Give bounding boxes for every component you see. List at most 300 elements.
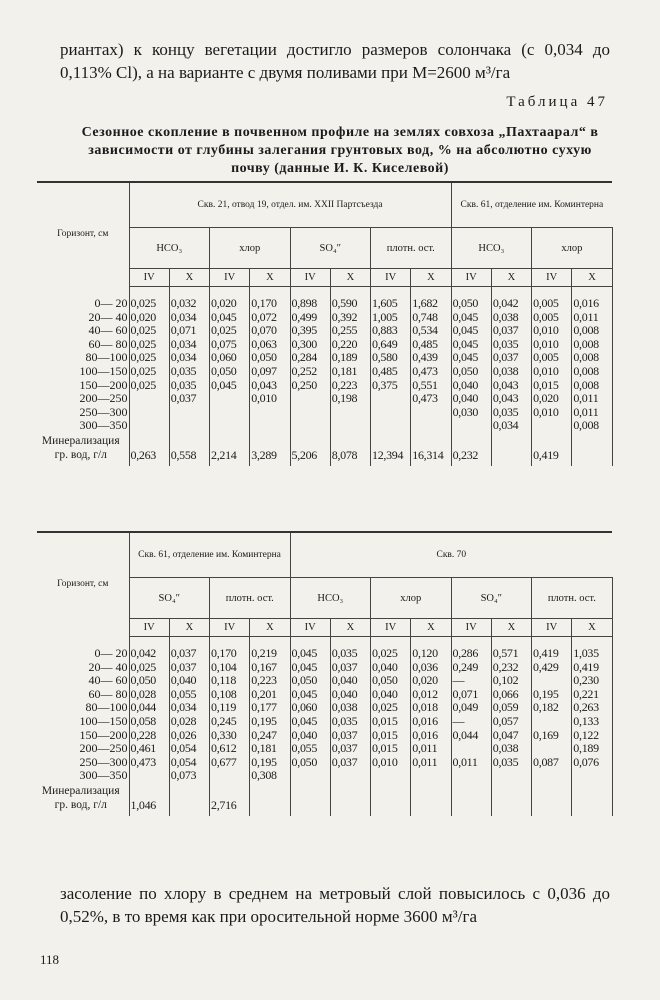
value-cell: 0,195: [250, 715, 290, 729]
value-cell: 0,037: [169, 392, 209, 406]
value-cell: 0,195: [532, 688, 572, 702]
mineralization-cell: 2,716: [210, 783, 250, 816]
value-cell: 0,118: [210, 674, 250, 688]
mineralization-cell: 12,394: [371, 433, 411, 466]
season-header: X: [330, 619, 370, 637]
value-cell: 0,055: [169, 688, 209, 702]
value-cell: 0,037: [169, 661, 209, 675]
value-cell: 0,223: [250, 674, 290, 688]
value-cell: 0,232: [491, 661, 531, 675]
value-cell: 0,473: [411, 365, 451, 379]
value-cell: 0,300: [290, 338, 330, 352]
value-cell: 0,060: [210, 351, 250, 365]
mineralization-cell: [169, 783, 209, 816]
value-cell: 0,010: [532, 338, 572, 352]
table-row: [37, 392, 612, 406]
data-table-2: [37, 531, 613, 816]
group-header-row: [37, 532, 612, 578]
season-header: X: [250, 269, 290, 287]
season-header: X: [250, 619, 290, 637]
value-cell: 0,066: [491, 688, 531, 702]
mineralization-cell: [250, 783, 290, 816]
value-cell: 0,252: [290, 365, 330, 379]
value-cell: 0,011: [572, 406, 612, 420]
value-cell: 0,044: [129, 701, 169, 715]
value-cell: 0,045: [451, 324, 491, 338]
value-cell: 0,043: [491, 379, 531, 393]
value-cell: 0,045: [290, 661, 330, 675]
value-cell: 0,008: [572, 379, 612, 393]
season-header: IV: [129, 269, 169, 287]
table-row: [37, 311, 612, 325]
value-cell: [451, 742, 491, 756]
value-cell: 0,020: [210, 287, 250, 311]
value-cell: 0,011: [411, 742, 451, 756]
value-cell: 0,060: [290, 701, 330, 715]
value-cell: 0,883: [371, 324, 411, 338]
value-cell: 0,042: [129, 637, 169, 661]
value-cell: 0,054: [169, 742, 209, 756]
mineralization-cell: [330, 783, 370, 816]
value-cell: 0,035: [491, 756, 531, 770]
value-cell: 0,005: [532, 311, 572, 325]
value-cell: [129, 392, 169, 406]
value-cell: 0,073: [169, 769, 209, 783]
value-cell: 0,419: [572, 661, 612, 675]
mineralization-cell: [290, 783, 330, 816]
season-header: X: [491, 269, 531, 287]
value-cell: 1,682: [411, 287, 451, 311]
value-cell: 0,045: [451, 311, 491, 325]
horizon-label: 60— 80: [37, 338, 129, 352]
horizon-label: 200—250: [37, 392, 129, 406]
season-header: X: [411, 269, 451, 287]
horizon-label: 100—150: [37, 365, 129, 379]
value-cell: 0,040: [330, 688, 370, 702]
value-cell: 0,045: [210, 311, 250, 325]
value-cell: 0,025: [210, 324, 250, 338]
value-cell: 0,189: [330, 351, 370, 365]
value-cell: 0,034: [169, 311, 209, 325]
value-cell: 1,005: [371, 311, 411, 325]
value-cell: [532, 742, 572, 756]
paragraph-top: риантах) к концу вегетации достигло размеров солончака (с 0,034 до 0,113% Cl), а на варианте с двумя поливами при M=2600 м³/га: [60, 40, 610, 82]
horizon-label: 20— 40: [37, 661, 129, 675]
mineralization-cell: 16,314: [411, 433, 451, 466]
value-cell: 0,012: [411, 688, 451, 702]
table-row: [37, 742, 612, 756]
table-row: [37, 661, 612, 675]
value-cell: 0,011: [411, 756, 451, 770]
table-row: [37, 351, 612, 365]
value-cell: 0,025: [129, 338, 169, 352]
table-row: [37, 729, 612, 743]
value-cell: 0,189: [572, 742, 612, 756]
value-cell: 0,054: [169, 756, 209, 770]
value-cell: 0,010: [371, 756, 411, 770]
horizon-label: 20— 40: [37, 311, 129, 325]
horizon-label: 80—100: [37, 701, 129, 715]
table-row: [37, 324, 612, 338]
horizon-label: 200—250: [37, 742, 129, 756]
value-cell: 0,015: [371, 715, 411, 729]
value-cell: 0,034: [169, 701, 209, 715]
season-header: IV: [290, 269, 330, 287]
value-cell: 0,008: [572, 338, 612, 352]
value-cell: 0,045: [290, 637, 330, 661]
value-cell: 0,284: [290, 351, 330, 365]
value-cell: [572, 769, 612, 783]
value-cell: 0,037: [330, 756, 370, 770]
value-cell: 0,485: [371, 365, 411, 379]
value-cell: 0,043: [491, 392, 531, 406]
value-cell: 0,042: [491, 287, 531, 311]
value-cell: 0,245: [210, 715, 250, 729]
horizon-label: 250—300: [37, 756, 129, 770]
value-cell: [129, 769, 169, 783]
value-cell: 0,221: [572, 688, 612, 702]
value-cell: 0,008: [572, 351, 612, 365]
value-cell: 0,035: [330, 637, 370, 661]
value-cell: 0,059: [491, 701, 531, 715]
mineralization-label: Минерализация гр. вод, г/л: [37, 783, 129, 816]
horizon-label: 300—350: [37, 769, 129, 783]
value-cell: 0,016: [411, 715, 451, 729]
season-header: IV: [532, 269, 572, 287]
data-table-1: [37, 181, 613, 466]
value-cell: 0,045: [290, 688, 330, 702]
value-cell: 0,219: [250, 637, 290, 661]
sub-header: плотн. ост.: [210, 578, 291, 619]
mineralization-cell: [371, 783, 411, 816]
value-cell: 0,070: [250, 324, 290, 338]
value-cell: 0,461: [129, 742, 169, 756]
value-cell: 0,170: [210, 637, 250, 661]
season-header: IV: [451, 619, 491, 637]
season-header: IV: [210, 619, 250, 637]
mineralization-cell: 2,214: [210, 433, 250, 466]
value-cell: 0,499: [290, 311, 330, 325]
horizon-label: 40— 60: [37, 324, 129, 338]
group-header-a: Скв. 61, отделение им. Коминтерна: [129, 532, 290, 578]
mineralization-cell: [491, 783, 531, 816]
table-row: [37, 756, 612, 770]
value-cell: 0,026: [169, 729, 209, 743]
table-row: [37, 338, 612, 352]
table-row: [37, 365, 612, 379]
value-cell: [290, 769, 330, 783]
horizon-label: 250—300: [37, 406, 129, 420]
page-number: 118: [40, 952, 60, 967]
value-cell: 0,133: [572, 715, 612, 729]
value-cell: [491, 769, 531, 783]
table-row: [37, 419, 612, 433]
value-cell: 0,122: [572, 729, 612, 743]
value-cell: 0,102: [491, 674, 531, 688]
value-cell: 0,036: [411, 661, 451, 675]
value-cell: 0,375: [371, 379, 411, 393]
horizon-label: 100—150: [37, 715, 129, 729]
value-cell: [451, 419, 491, 433]
value-cell: 0,032: [169, 287, 209, 311]
horizon-label: 60— 80: [37, 688, 129, 702]
value-cell: 0,025: [129, 365, 169, 379]
mineralization-cell: 5,206: [290, 433, 330, 466]
value-cell: 0,395: [290, 324, 330, 338]
value-cell: 0,040: [169, 674, 209, 688]
table-row: [37, 674, 612, 688]
value-cell: 0,057: [491, 715, 531, 729]
season-header: X: [411, 619, 451, 637]
value-cell: 0,649: [371, 338, 411, 352]
group-header-a: Скв. 21, отвод 19, отдел. им. XXII Партсъезда: [129, 182, 451, 228]
value-cell: 0,108: [210, 688, 250, 702]
season-header: IV: [210, 269, 250, 287]
value-cell: 0,571: [491, 637, 531, 661]
season-header: X: [572, 269, 612, 287]
mineralization-cell: 3,289: [250, 433, 290, 466]
table-row: [37, 379, 612, 393]
value-cell: 0,071: [169, 324, 209, 338]
value-cell: 0,015: [371, 729, 411, 743]
value-cell: 0,177: [250, 701, 290, 715]
value-cell: 0,040: [290, 729, 330, 743]
value-cell: 0,008: [572, 365, 612, 379]
value-cell: 0,050: [210, 365, 250, 379]
value-cell: 0,011: [451, 756, 491, 770]
value-cell: 0,037: [330, 742, 370, 756]
sub-header: плотн. ост.: [371, 228, 452, 269]
value-cell: [411, 406, 451, 420]
table-number: Таблица 47: [506, 94, 608, 110]
value-cell: 0,037: [491, 324, 531, 338]
value-cell: 0,008: [572, 419, 612, 433]
value-cell: [169, 419, 209, 433]
value-cell: 0,011: [572, 311, 612, 325]
value-cell: 0,230: [572, 674, 612, 688]
value-cell: 0,087: [532, 756, 572, 770]
value-cell: 0,263: [572, 701, 612, 715]
value-cell: 0,040: [451, 392, 491, 406]
season-header: IV: [451, 269, 491, 287]
mineralization-cell: [491, 433, 531, 466]
value-cell: 0,018: [411, 701, 451, 715]
value-cell: 1,035: [572, 637, 612, 661]
value-cell: 0,034: [491, 419, 531, 433]
value-cell: 0,228: [129, 729, 169, 743]
value-cell: 0,050: [290, 756, 330, 770]
value-cell: 0,050: [129, 674, 169, 688]
value-cell: [210, 406, 250, 420]
value-cell: 0,308: [250, 769, 290, 783]
value-cell: 0,050: [250, 351, 290, 365]
table-row: [37, 715, 612, 729]
value-cell: [330, 406, 370, 420]
value-cell: 0,050: [290, 674, 330, 688]
value-cell: 0,097: [250, 365, 290, 379]
value-cell: [210, 419, 250, 433]
value-cell: 0,025: [371, 701, 411, 715]
value-cell: 0,037: [491, 351, 531, 365]
value-cell: 0,071: [451, 688, 491, 702]
sub-header: HCO₃: [451, 228, 532, 269]
value-cell: 0,008: [572, 324, 612, 338]
value-cell: 0,055: [290, 742, 330, 756]
season-header: X: [572, 619, 612, 637]
value-cell: [129, 419, 169, 433]
value-cell: 0,050: [371, 674, 411, 688]
value-cell: 0,286: [451, 637, 491, 661]
value-cell: 0,016: [411, 729, 451, 743]
value-cell: 0,104: [210, 661, 250, 675]
value-cell: 0,063: [250, 338, 290, 352]
value-cell: 0,030: [451, 406, 491, 420]
value-cell: [411, 769, 451, 783]
sub-header: хлор: [371, 578, 452, 619]
value-cell: 0,016: [572, 287, 612, 311]
mineralization-cell: [532, 783, 572, 816]
value-cell: 0,020: [411, 674, 451, 688]
value-cell: 0,040: [371, 688, 411, 702]
mineralization-row: [37, 433, 612, 466]
value-cell: 0,429: [532, 661, 572, 675]
value-cell: 0,072: [250, 311, 290, 325]
value-cell: 0,040: [451, 379, 491, 393]
season-header: IV: [129, 619, 169, 637]
value-cell: 0,035: [330, 715, 370, 729]
group-header-row: [37, 182, 612, 228]
value-cell: 0,038: [491, 311, 531, 325]
value-cell: 0,250: [290, 379, 330, 393]
value-cell: [532, 769, 572, 783]
value-cell: [451, 769, 491, 783]
value-cell: 0,034: [169, 351, 209, 365]
value-cell: [169, 406, 209, 420]
value-cell: [290, 406, 330, 420]
mineralization-cell: 0,558: [169, 433, 209, 466]
value-cell: 0,010: [532, 365, 572, 379]
value-cell: 1,605: [371, 287, 411, 311]
value-cell: 0,040: [330, 674, 370, 688]
mineralization-cell: 0,232: [451, 433, 491, 466]
value-cell: [250, 406, 290, 420]
value-cell: 0,035: [491, 338, 531, 352]
value-cell: 0,040: [371, 661, 411, 675]
value-cell: 0,198: [330, 392, 370, 406]
value-cell: 0,038: [330, 701, 370, 715]
value-cell: 0,247: [250, 729, 290, 743]
sub-header: SO₄″: [129, 578, 210, 619]
season-header: IV: [371, 269, 411, 287]
value-cell: 0,050: [451, 365, 491, 379]
value-cell: 0,038: [491, 742, 531, 756]
value-cell: [210, 392, 250, 406]
value-cell: 0,047: [491, 729, 531, 743]
value-cell: 0,045: [451, 351, 491, 365]
sub-header: SO₄″: [290, 228, 371, 269]
value-cell: 0,045: [210, 379, 250, 393]
value-cell: 0,025: [129, 324, 169, 338]
horizon-label: 0— 20: [37, 287, 129, 311]
mineralization-cell: 8,078: [330, 433, 370, 466]
horizon-label: 0— 20: [37, 637, 129, 661]
season-header: X: [169, 619, 209, 637]
table-row: [37, 406, 612, 420]
value-cell: 0,119: [210, 701, 250, 715]
value-cell: 0,419: [532, 637, 572, 661]
value-cell: 0,181: [250, 742, 290, 756]
value-cell: 0,182: [532, 701, 572, 715]
value-cell: 0,038: [491, 365, 531, 379]
value-cell: 0,015: [532, 379, 572, 393]
value-cell: [290, 392, 330, 406]
sub-header: хлор: [210, 228, 291, 269]
value-cell: 0,025: [371, 637, 411, 661]
value-cell: 0,590: [330, 287, 370, 311]
horizon-header: Горизонт, см: [37, 182, 129, 287]
value-cell: 0,534: [411, 324, 451, 338]
value-cell: 0,748: [411, 311, 451, 325]
value-cell: —: [451, 674, 491, 688]
value-cell: [371, 769, 411, 783]
value-cell: 0,580: [371, 351, 411, 365]
season-header: X: [330, 269, 370, 287]
value-cell: 0,035: [169, 379, 209, 393]
value-cell: 0,195: [250, 756, 290, 770]
value-cell: 0,010: [532, 406, 572, 420]
value-cell: [250, 419, 290, 433]
value-cell: 0,034: [169, 338, 209, 352]
value-cell: [371, 419, 411, 433]
horizon-label: 40— 60: [37, 674, 129, 688]
sub-header: плотн. ост.: [532, 578, 613, 619]
horizon-label: 80—100: [37, 351, 129, 365]
value-cell: 0,020: [129, 311, 169, 325]
value-cell: 0,025: [129, 287, 169, 311]
table-row: [37, 769, 612, 783]
mineralization-cell: [572, 783, 612, 816]
value-cell: 0,045: [451, 338, 491, 352]
value-cell: 0,169: [532, 729, 572, 743]
group-header-b: Скв. 70: [290, 532, 612, 578]
sub-header: хлор: [532, 228, 613, 269]
sub-header: HCO₃: [290, 578, 371, 619]
value-cell: —: [451, 715, 491, 729]
horizon-label: 150—200: [37, 379, 129, 393]
value-cell: 0,043: [250, 379, 290, 393]
sub-header: SO₄″: [451, 578, 532, 619]
table-row: [37, 701, 612, 715]
value-cell: 0,035: [169, 365, 209, 379]
value-cell: [532, 419, 572, 433]
value-cell: 0,201: [250, 688, 290, 702]
value-cell: 0,025: [129, 351, 169, 365]
value-cell: [411, 419, 451, 433]
mineralization-row: [37, 783, 612, 816]
value-cell: [290, 419, 330, 433]
value-cell: 0,473: [129, 756, 169, 770]
value-cell: 0,170: [250, 287, 290, 311]
value-cell: [532, 715, 572, 729]
value-cell: 0,045: [290, 715, 330, 729]
mineralization-cell: 1,046: [129, 783, 169, 816]
horizon-label: 300—350: [37, 419, 129, 433]
value-cell: [210, 769, 250, 783]
value-cell: 0,005: [532, 287, 572, 311]
value-cell: 0,025: [129, 661, 169, 675]
value-cell: 0,677: [210, 756, 250, 770]
mineralization-cell: [411, 783, 451, 816]
